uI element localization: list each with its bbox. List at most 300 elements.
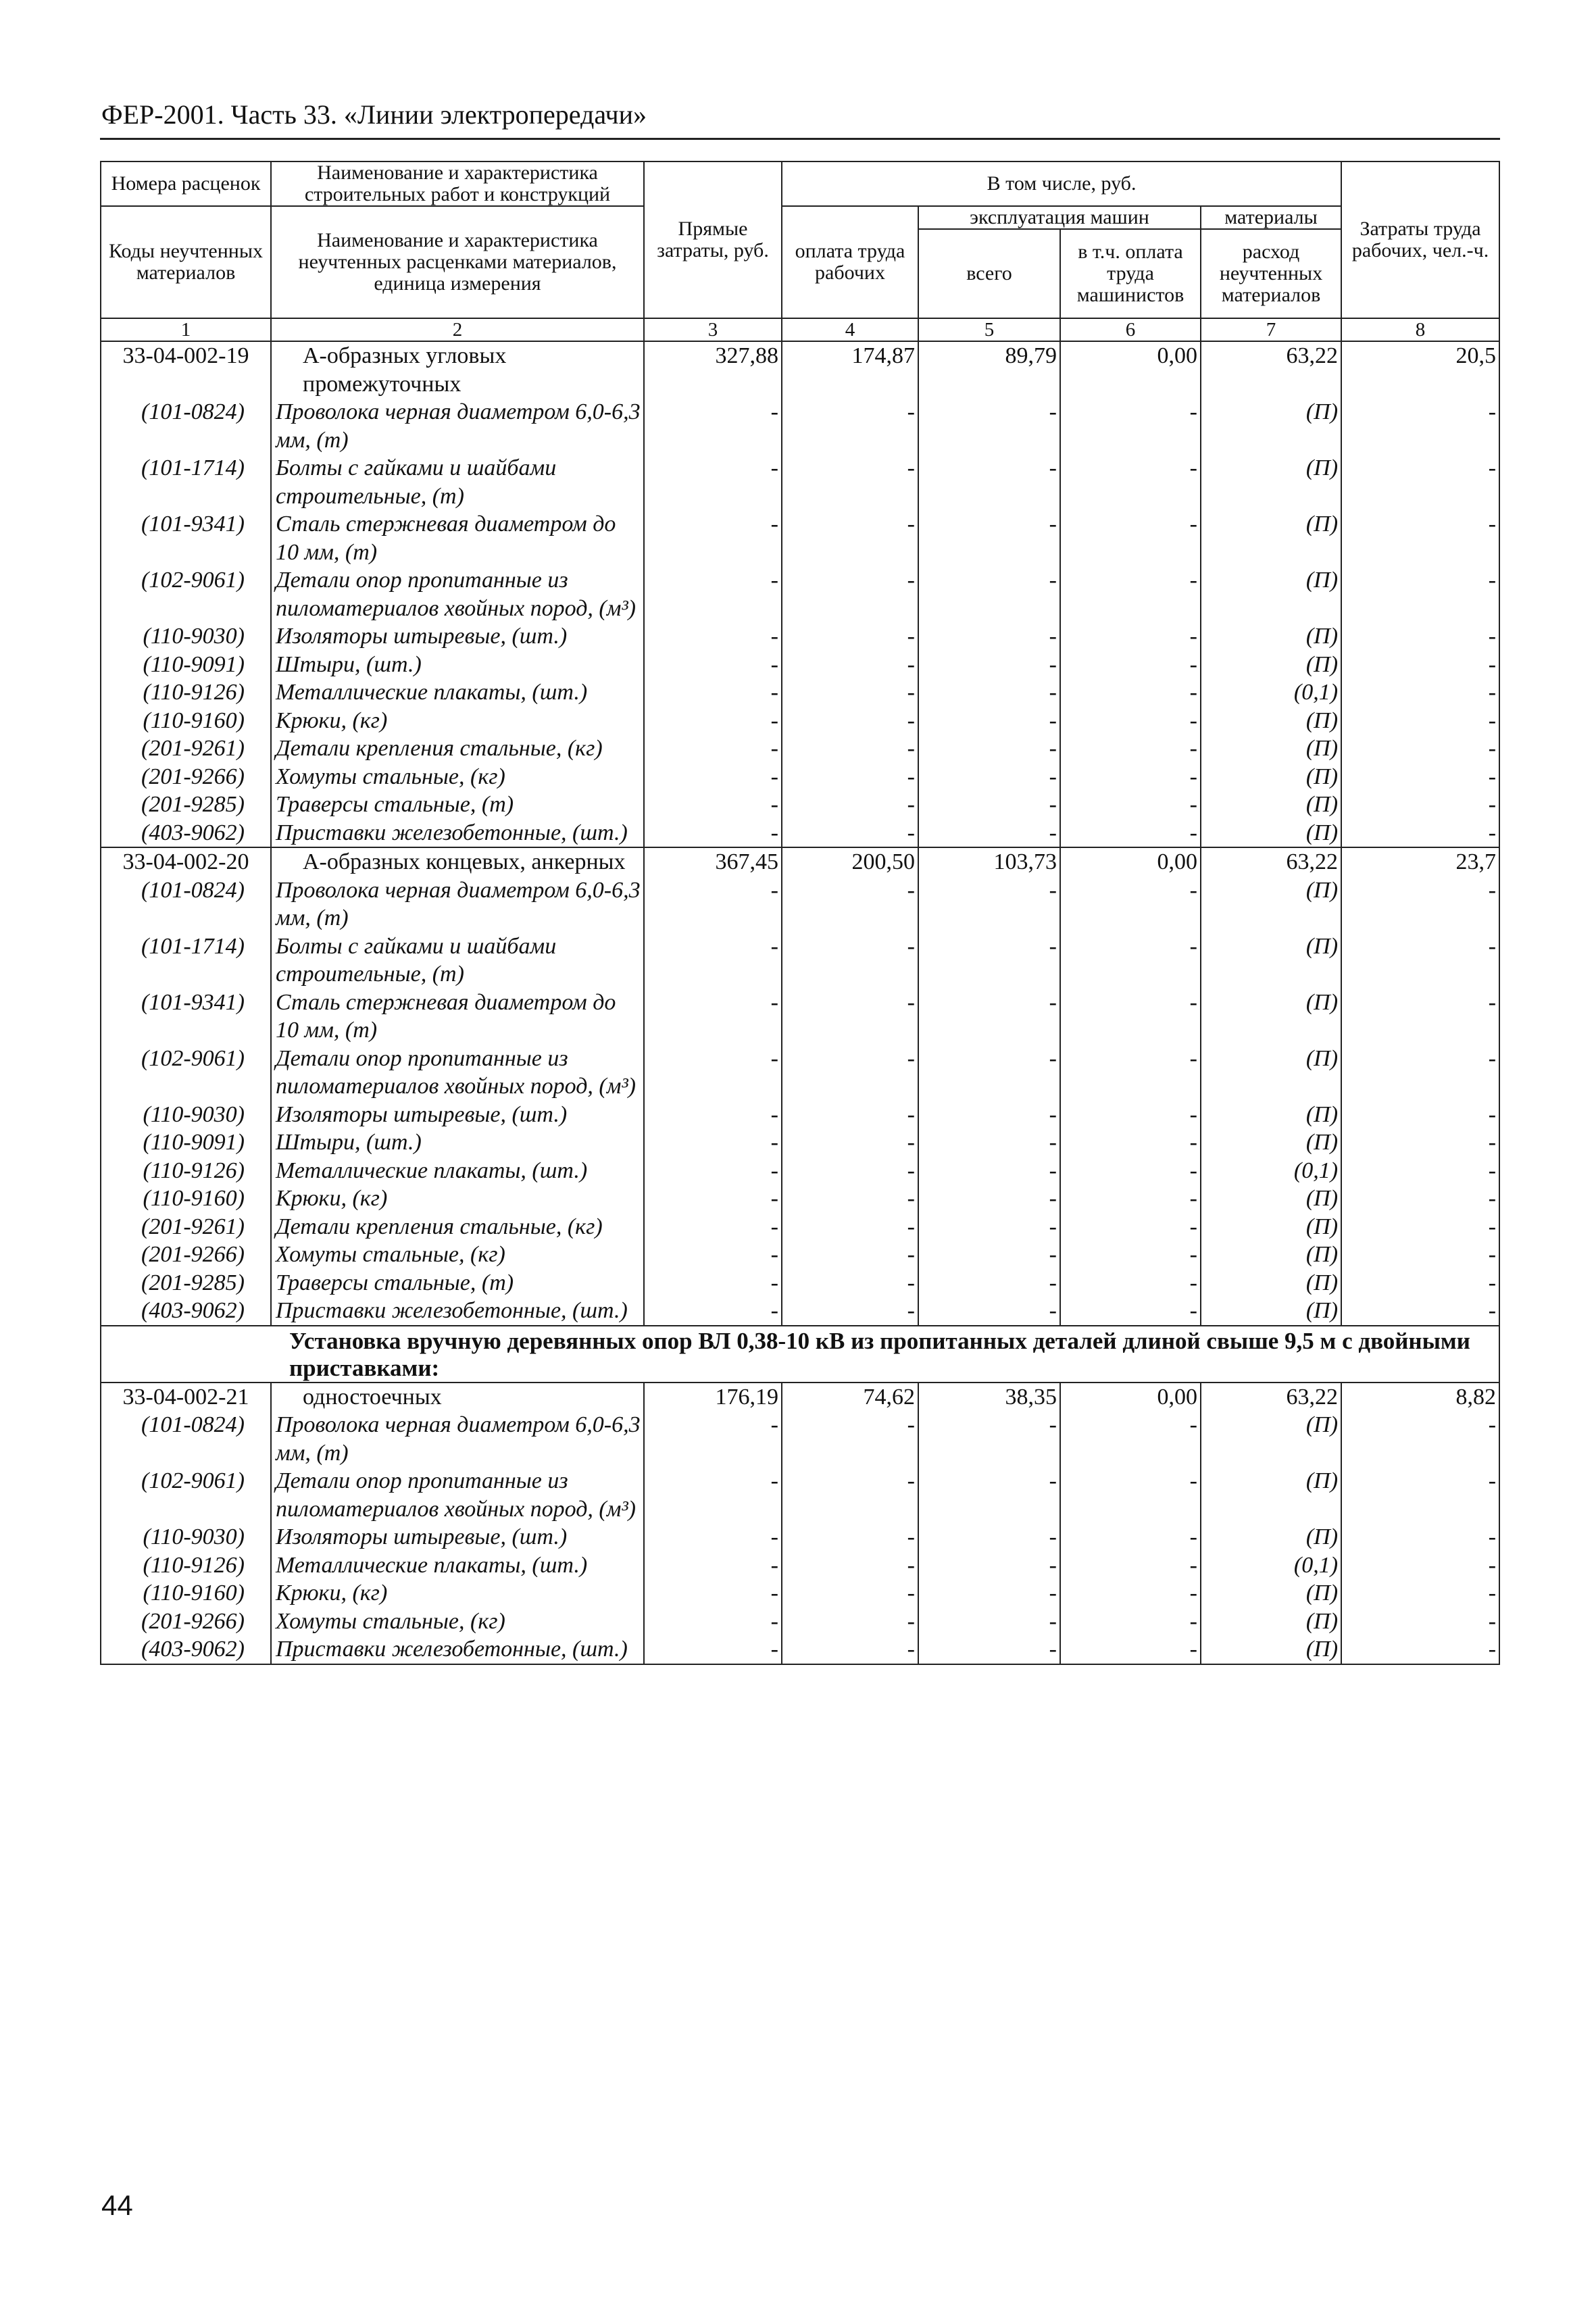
material-name: Детали крепления стальные, (кг)	[271, 735, 644, 763]
material-dash-col-5: -	[918, 735, 1060, 763]
material-dash-col-8: -	[1341, 819, 1499, 848]
rate-value-col-3: 176,19	[644, 1383, 782, 1412]
material-dash-col-6: -	[1060, 1467, 1201, 1523]
material-dash-col-4: -	[782, 1213, 918, 1241]
material-dash-col-3: -	[644, 1579, 782, 1608]
material-row	[101, 1185, 1499, 1213]
material-code: (101-0824)	[101, 398, 271, 454]
col-codes-bottom: Коды неучтенных материалов	[101, 206, 271, 318]
material-dash-col-8: -	[1341, 876, 1499, 932]
col-number-7: 7	[1201, 318, 1341, 341]
material-consumption: (П)	[1201, 651, 1341, 679]
material-name: Проволока черная диаметром 6,0-6,3 мм, (т)	[271, 1411, 644, 1467]
material-dash-col-3: -	[644, 932, 782, 989]
material-dash-col-3: -	[644, 566, 782, 622]
material-row	[101, 1101, 1499, 1129]
material-dash-col-3: -	[644, 763, 782, 791]
material-row	[101, 707, 1499, 735]
material-dash-col-5: -	[918, 1467, 1060, 1523]
material-dash-col-5: -	[918, 1579, 1060, 1608]
material-name: Детали опор пропитанные из пиломатериалов хвойных пород, (м³)	[271, 566, 644, 622]
material-dash-col-4: -	[782, 398, 918, 454]
col-number-1: 1	[101, 318, 271, 341]
material-dash-col-6: -	[1060, 1128, 1201, 1157]
material-code: (101-0824)	[101, 876, 271, 932]
material-consumption: (П)	[1201, 791, 1341, 819]
rate-value-col-3: 327,88	[644, 341, 782, 398]
material-dash-col-3: -	[644, 1635, 782, 1664]
material-row	[101, 1467, 1499, 1523]
material-dash-col-4: -	[782, 1045, 918, 1101]
material-dash-col-5: -	[918, 1241, 1060, 1269]
material-row	[101, 1213, 1499, 1241]
material-dash-col-4: -	[782, 1241, 918, 1269]
rate-value-col-4: 74,62	[782, 1383, 918, 1412]
material-dash-col-4: -	[782, 1411, 918, 1467]
material-dash-col-8: -	[1341, 1467, 1499, 1523]
material-row	[101, 763, 1499, 791]
material-row	[101, 1157, 1499, 1185]
material-name: Приставки железобетонные, (шт.)	[271, 819, 644, 848]
material-dash-col-6: -	[1060, 707, 1201, 735]
material-dash-col-3: -	[644, 1213, 782, 1241]
material-name: Приставки железобетонные, (шт.)	[271, 1297, 644, 1326]
material-name: Изоляторы штыревые, (шт.)	[271, 1523, 644, 1551]
material-dash-col-4: -	[782, 1128, 918, 1157]
col-including: В том числе, руб.	[782, 161, 1341, 206]
material-row	[101, 989, 1499, 1045]
material-dash-col-5: -	[918, 454, 1060, 510]
material-dash-col-6: -	[1060, 1523, 1201, 1551]
col-codes-top: Номера расценок	[101, 161, 271, 206]
material-dash-col-3: -	[644, 1523, 782, 1551]
material-dash-col-8: -	[1341, 791, 1499, 819]
column-numbers-row	[101, 318, 1499, 341]
material-code: (101-9341)	[101, 510, 271, 566]
material-dash-col-4: -	[782, 1185, 918, 1213]
material-code: (403-9062)	[101, 1635, 271, 1664]
rate-value-col-5: 103,73	[918, 847, 1060, 876]
material-name: Проволока черная диаметром 6,0-6,3 мм, (т)	[271, 876, 644, 932]
material-consumption: (П)	[1201, 763, 1341, 791]
material-dash-col-6: -	[1060, 678, 1201, 707]
material-dash-col-8: -	[1341, 622, 1499, 651]
material-dash-col-8: -	[1341, 1128, 1499, 1157]
material-dash-col-5: -	[918, 622, 1060, 651]
material-code: (101-1714)	[101, 932, 271, 989]
material-code: (101-0824)	[101, 1411, 271, 1467]
material-dash-col-4: -	[782, 791, 918, 819]
material-dash-col-4: -	[782, 1269, 918, 1297]
material-name: Болты с гайками и шайбами строительные, (т)	[271, 932, 644, 989]
material-dash-col-6: -	[1060, 622, 1201, 651]
material-dash-col-6: -	[1060, 1608, 1201, 1636]
material-dash-col-3: -	[644, 1551, 782, 1580]
material-dash-col-8: -	[1341, 989, 1499, 1045]
material-code: (201-9285)	[101, 791, 271, 819]
material-consumption: (П)	[1201, 989, 1341, 1045]
rate-value-col-8: 8,82	[1341, 1383, 1499, 1412]
material-dash-col-6: -	[1060, 651, 1201, 679]
material-row	[101, 622, 1499, 651]
material-consumption: (П)	[1201, 1523, 1341, 1551]
material-dash-col-8: -	[1341, 1579, 1499, 1608]
rate-name: одностоечных	[271, 1383, 644, 1412]
rate-value-col-7: 63,22	[1201, 341, 1341, 398]
material-code: (102-9061)	[101, 1467, 271, 1523]
rate-row	[101, 847, 1499, 876]
table-body-part-1	[101, 341, 1499, 1326]
material-dash-col-6: -	[1060, 1411, 1201, 1467]
material-row	[101, 735, 1499, 763]
material-dash-col-3: -	[644, 1128, 782, 1157]
material-code: (110-9091)	[101, 1128, 271, 1157]
material-dash-col-5: -	[918, 707, 1060, 735]
material-dash-col-4: -	[782, 932, 918, 989]
material-code: (102-9061)	[101, 1045, 271, 1101]
rate-value-col-3: 367,45	[644, 847, 782, 876]
material-row	[101, 876, 1499, 932]
material-dash-col-3: -	[644, 651, 782, 679]
material-dash-col-6: -	[1060, 566, 1201, 622]
material-consumption: (0,1)	[1201, 1157, 1341, 1185]
material-row	[101, 932, 1499, 989]
material-dash-col-8: -	[1341, 510, 1499, 566]
material-dash-col-5: -	[918, 876, 1060, 932]
material-name: Траверсы стальные, (т)	[271, 791, 644, 819]
material-consumption: (П)	[1201, 1128, 1341, 1157]
material-dash-col-6: -	[1060, 398, 1201, 454]
material-dash-col-3: -	[644, 1101, 782, 1129]
material-code: (110-9126)	[101, 1551, 271, 1580]
material-dash-col-8: -	[1341, 1635, 1499, 1664]
material-dash-col-5: -	[918, 1411, 1060, 1467]
material-dash-col-8: -	[1341, 763, 1499, 791]
material-dash-col-3: -	[644, 1297, 782, 1326]
material-consumption: (П)	[1201, 566, 1341, 622]
col-number-2: 2	[271, 318, 644, 341]
material-dash-col-3: -	[644, 1467, 782, 1523]
material-dash-col-5: -	[918, 989, 1060, 1045]
material-dash-col-3: -	[644, 1045, 782, 1101]
material-dash-col-5: -	[918, 932, 1060, 989]
material-name: Металлические плакаты, (шт.)	[271, 678, 644, 707]
rate-value-col-7: 63,22	[1201, 1383, 1341, 1412]
material-code: (110-9126)	[101, 1157, 271, 1185]
material-dash-col-3: -	[644, 989, 782, 1045]
material-dash-col-3: -	[644, 510, 782, 566]
material-row	[101, 1241, 1499, 1269]
material-dash-col-8: -	[1341, 1045, 1499, 1101]
material-row	[101, 791, 1499, 819]
material-name: Изоляторы штыревые, (шт.)	[271, 1101, 644, 1129]
material-code: (101-1714)	[101, 454, 271, 510]
material-dash-col-4: -	[782, 1297, 918, 1326]
material-name: Металлические плакаты, (шт.)	[271, 1551, 644, 1580]
material-name: Крюки, (кг)	[271, 1579, 644, 1608]
material-consumption: (П)	[1201, 1213, 1341, 1241]
col-machines: эксплуатация машин	[918, 206, 1201, 229]
material-name: Детали крепления стальные, (кг)	[271, 1213, 644, 1241]
material-dash-col-6: -	[1060, 1157, 1201, 1185]
material-dash-col-8: -	[1341, 1523, 1499, 1551]
material-consumption: (П)	[1201, 819, 1341, 848]
material-dash-col-4: -	[782, 510, 918, 566]
material-dash-col-3: -	[644, 622, 782, 651]
material-dash-col-8: -	[1341, 1411, 1499, 1467]
col-name-top: Наименование и характеристика строительных работ и конструкций	[271, 161, 644, 206]
material-dash-col-6: -	[1060, 791, 1201, 819]
material-name: Детали опор пропитанные из пиломатериалов хвойных пород, (м³)	[271, 1467, 644, 1523]
material-dash-col-5: -	[918, 1157, 1060, 1185]
rate-code: 33-04-002-21	[101, 1383, 271, 1412]
material-dash-col-8: -	[1341, 1241, 1499, 1269]
material-dash-col-8: -	[1341, 707, 1499, 735]
material-name: Сталь стержневая диаметром до 10 мм, (т)	[271, 510, 644, 566]
material-name: Штыри, (шт.)	[271, 1128, 644, 1157]
material-consumption: (П)	[1201, 398, 1341, 454]
material-dash-col-3: -	[644, 1269, 782, 1297]
rate-value-col-8: 20,5	[1341, 341, 1499, 398]
material-code: (110-9160)	[101, 1579, 271, 1608]
material-dash-col-6: -	[1060, 1101, 1201, 1129]
material-dash-col-6: -	[1060, 1241, 1201, 1269]
material-dash-col-3: -	[644, 1608, 782, 1636]
material-dash-col-5: -	[918, 1608, 1060, 1636]
material-consumption: (П)	[1201, 1185, 1341, 1213]
material-dash-col-6: -	[1060, 763, 1201, 791]
material-dash-col-8: -	[1341, 1185, 1499, 1213]
material-dash-col-6: -	[1060, 989, 1201, 1045]
material-dash-col-8: -	[1341, 932, 1499, 989]
material-dash-col-8: -	[1341, 1551, 1499, 1580]
section-row	[101, 1326, 1499, 1383]
material-name: Проволока черная диаметром 6,0-6,3 мм, (т)	[271, 398, 644, 454]
material-dash-col-4: -	[782, 1157, 918, 1185]
rate-value-col-7: 63,22	[1201, 847, 1341, 876]
material-dash-col-6: -	[1060, 876, 1201, 932]
material-dash-col-6: -	[1060, 819, 1201, 848]
material-code: (201-9266)	[101, 763, 271, 791]
material-code: (110-9160)	[101, 707, 271, 735]
material-row	[101, 398, 1499, 454]
header-divider	[100, 138, 1500, 140]
material-name: Штыри, (шт.)	[271, 651, 644, 679]
material-dash-col-4: -	[782, 707, 918, 735]
material-consumption: (П)	[1201, 735, 1341, 763]
material-dash-col-5: -	[918, 1101, 1060, 1129]
material-dash-col-6: -	[1060, 735, 1201, 763]
material-code: (110-9030)	[101, 1523, 271, 1551]
material-dash-col-5: -	[918, 1185, 1060, 1213]
section-row-group	[101, 1326, 1499, 1383]
material-consumption: (П)	[1201, 1608, 1341, 1636]
rate-code: 33-04-002-20	[101, 847, 271, 876]
rate-value-col-6: 0,00	[1060, 847, 1201, 876]
material-code: (201-9266)	[101, 1608, 271, 1636]
material-row	[101, 678, 1499, 707]
col-number-3: 3	[644, 318, 782, 341]
material-row	[101, 1128, 1499, 1157]
rate-name: А-образных угловых промежуточных	[271, 341, 644, 398]
col-materials-unaccounted: расход неучтенных материалов	[1201, 229, 1341, 318]
material-row	[101, 1297, 1499, 1326]
rate-code: 33-04-002-19	[101, 341, 271, 398]
material-dash-col-5: -	[918, 1297, 1060, 1326]
material-code: (201-9266)	[101, 1241, 271, 1269]
material-dash-col-5: -	[918, 1269, 1060, 1297]
material-row	[101, 651, 1499, 679]
material-name: Приставки железобетонные, (шт.)	[271, 1635, 644, 1664]
material-dash-col-4: -	[782, 1101, 918, 1129]
material-name: Металлические плакаты, (шт.)	[271, 1157, 644, 1185]
material-dash-col-3: -	[644, 398, 782, 454]
table-body-part-2	[101, 1383, 1499, 1664]
material-consumption: (П)	[1201, 510, 1341, 566]
material-dash-col-3: -	[644, 1157, 782, 1185]
material-consumption: (П)	[1201, 1269, 1341, 1297]
material-dash-col-8: -	[1341, 454, 1499, 510]
material-dash-col-5: -	[918, 763, 1060, 791]
material-dash-col-3: -	[644, 819, 782, 848]
material-dash-col-4: -	[782, 1467, 918, 1523]
rate-value-col-5: 38,35	[918, 1383, 1060, 1412]
col-labor-cost: Затраты труда рабочих, чел.-ч.	[1341, 161, 1499, 318]
material-consumption: (П)	[1201, 876, 1341, 932]
material-dash-col-5: -	[918, 1213, 1060, 1241]
material-consumption: (П)	[1201, 1241, 1341, 1269]
material-dash-col-4: -	[782, 1635, 918, 1664]
material-consumption: (П)	[1201, 1579, 1341, 1608]
material-name: Траверсы стальные, (т)	[271, 1269, 644, 1297]
material-dash-col-8: -	[1341, 1213, 1499, 1241]
material-row	[101, 510, 1499, 566]
material-code: (102-9061)	[101, 566, 271, 622]
material-consumption: (П)	[1201, 1411, 1341, 1467]
material-dash-col-3: -	[644, 1185, 782, 1213]
material-dash-col-4: -	[782, 1579, 918, 1608]
rate-value-col-6: 0,00	[1060, 1383, 1201, 1412]
material-dash-col-5: -	[918, 1523, 1060, 1551]
col-materials: материалы	[1201, 206, 1341, 229]
material-consumption: (П)	[1201, 1467, 1341, 1523]
material-code: (101-9341)	[101, 989, 271, 1045]
col-labor-pay: оплата труда рабочих	[782, 206, 918, 318]
material-row	[101, 1045, 1499, 1101]
material-dash-col-5: -	[918, 510, 1060, 566]
material-dash-col-3: -	[644, 735, 782, 763]
material-dash-col-3: -	[644, 876, 782, 932]
col-name-bottom: Наименование и характеристика неучтенных расценками материалов, единица измерения	[271, 206, 644, 318]
material-row	[101, 1411, 1499, 1467]
col-number-8: 8	[1341, 318, 1499, 341]
rate-value-col-4: 200,50	[782, 847, 918, 876]
material-dash-col-8: -	[1341, 678, 1499, 707]
page-number: 44	[101, 2189, 133, 2221]
material-dash-col-4: -	[782, 622, 918, 651]
material-consumption: (П)	[1201, 454, 1341, 510]
material-consumption: (0,1)	[1201, 1551, 1341, 1580]
material-dash-col-8: -	[1341, 1608, 1499, 1636]
material-dash-col-3: -	[644, 707, 782, 735]
material-row	[101, 1579, 1499, 1608]
material-row	[101, 1551, 1499, 1580]
material-dash-col-4: -	[782, 1523, 918, 1551]
material-row	[101, 1523, 1499, 1551]
material-dash-col-6: -	[1060, 1185, 1201, 1213]
material-dash-col-4: -	[782, 1608, 918, 1636]
material-row	[101, 819, 1499, 848]
page-header-title: ФЕР-2001. Часть 33. «Линии электропередачи»	[101, 99, 647, 130]
material-name: Крюки, (кг)	[271, 1185, 644, 1213]
material-dash-col-8: -	[1341, 1157, 1499, 1185]
material-dash-col-3: -	[644, 1411, 782, 1467]
material-code: (110-9030)	[101, 622, 271, 651]
material-dash-col-4: -	[782, 454, 918, 510]
material-code: (201-9285)	[101, 1269, 271, 1297]
material-code: (110-9091)	[101, 651, 271, 679]
rate-value-col-5: 89,79	[918, 341, 1060, 398]
material-dash-col-3: -	[644, 678, 782, 707]
material-row	[101, 1635, 1499, 1664]
material-dash-col-5: -	[918, 1045, 1060, 1101]
material-dash-col-6: -	[1060, 454, 1201, 510]
material-dash-col-6: -	[1060, 1213, 1201, 1241]
material-name: Хомуты стальные, (кг)	[271, 763, 644, 791]
material-dash-col-8: -	[1341, 1297, 1499, 1326]
material-dash-col-4: -	[782, 735, 918, 763]
rate-row	[101, 1383, 1499, 1412]
material-consumption: (П)	[1201, 1635, 1341, 1664]
material-dash-col-5: -	[918, 566, 1060, 622]
material-dash-col-5: -	[918, 1128, 1060, 1157]
material-dash-col-8: -	[1341, 566, 1499, 622]
table-header	[101, 161, 1499, 341]
material-name: Хомуты стальные, (кг)	[271, 1241, 644, 1269]
rate-value-col-6: 0,00	[1060, 341, 1201, 398]
material-dash-col-6: -	[1060, 1551, 1201, 1580]
material-name: Болты с гайками и шайбами строительные, (т)	[271, 454, 644, 510]
material-dash-col-8: -	[1341, 1269, 1499, 1297]
material-row	[101, 454, 1499, 510]
material-dash-col-6: -	[1060, 1635, 1201, 1664]
material-dash-col-4: -	[782, 678, 918, 707]
material-dash-col-5: -	[918, 1551, 1060, 1580]
material-dash-col-4: -	[782, 819, 918, 848]
rate-value-col-4: 174,87	[782, 341, 918, 398]
material-code: (110-9126)	[101, 678, 271, 707]
rate-name: А-образных концевых, анкерных	[271, 847, 644, 876]
material-consumption: (0,1)	[1201, 678, 1341, 707]
col-number-5: 5	[918, 318, 1060, 341]
material-dash-col-8: -	[1341, 1101, 1499, 1129]
material-consumption: (П)	[1201, 1045, 1341, 1101]
material-dash-col-4: -	[782, 1551, 918, 1580]
material-dash-col-5: -	[918, 819, 1060, 848]
material-dash-col-8: -	[1341, 651, 1499, 679]
material-dash-col-4: -	[782, 763, 918, 791]
material-name: Детали опор пропитанные из пиломатериалов хвойных пород, (м³)	[271, 1045, 644, 1101]
material-name: Изоляторы штыревые, (шт.)	[271, 622, 644, 651]
material-code: (110-9160)	[101, 1185, 271, 1213]
material-name: Сталь стержневая диаметром до 10 мм, (т)	[271, 989, 644, 1045]
material-dash-col-6: -	[1060, 932, 1201, 989]
section-title: Установка вручную деревянных опор ВЛ 0,38-10 кВ из пропитанных деталей длиной свыше 9,5 м с двойными приставками:	[101, 1326, 1499, 1383]
rate-row	[101, 341, 1499, 398]
material-dash-col-3: -	[644, 1241, 782, 1269]
material-consumption: (П)	[1201, 932, 1341, 989]
col-machines-total: всего	[918, 229, 1060, 318]
